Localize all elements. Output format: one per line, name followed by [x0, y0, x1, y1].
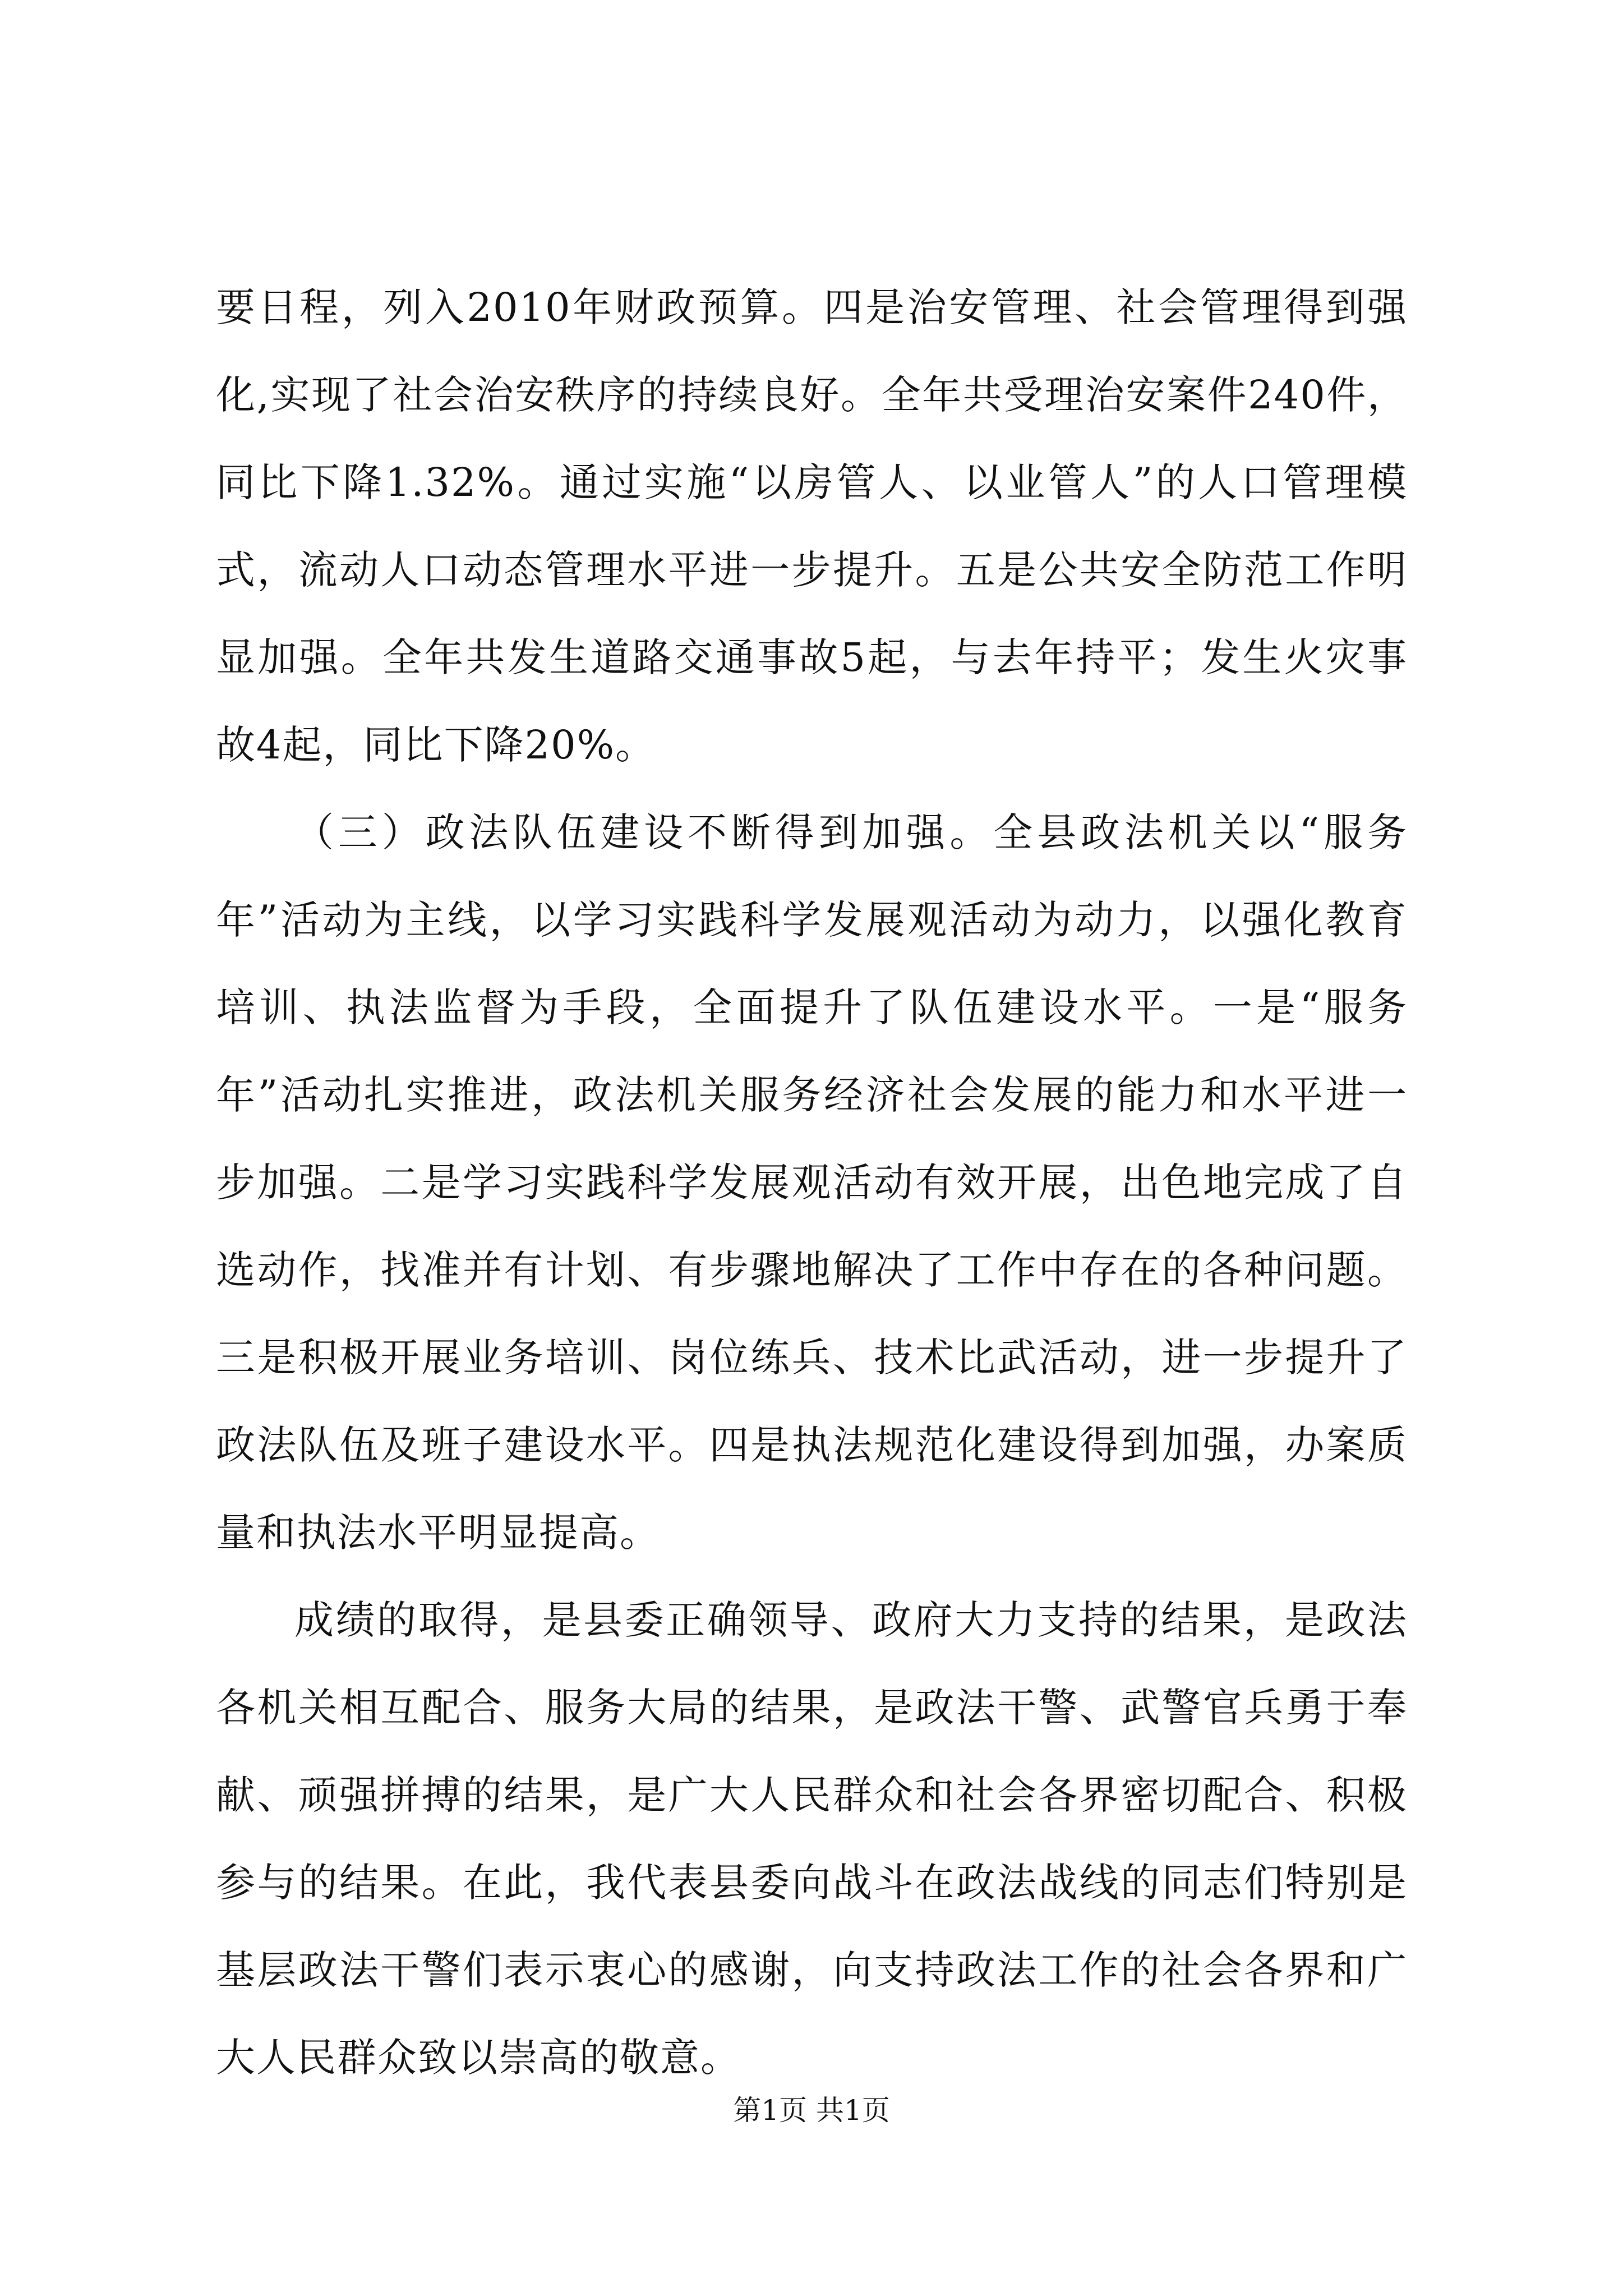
document-body	[216, 264, 1408, 2101]
paragraph-team-building: （三）政法队伍建设不断得到加强。全县政法机关以“服务年”活动为主线，以学习实践科学发展观活动为动力，以强化教育培训、执法监督为手段，全面提升了队伍建设水平。一是“服务年”活动扎实推进，政法机关服务经济社会发展的能力和水平进一步加强。二是学习实践科学发展观活动有效开展，出色地完成了自选动作，找准并有计划、有步骤地解决了工作中存在的各种问题。三是积极开展业务培训、岗位练兵、技术比武活动，进一步提升了政法队伍及班子建设水平。四是执法规范化建设得到加强，办案质量和执法水平明显提高。	[216, 809, 1408, 1556]
paragraph-achievements-thanks: 成绩的取得，是县委正确领导、政府大力支持的结果，是政法各机关相互配合、服务大局的结果，是政法干警、武警官兵勇于奉献、顽强拼搏的结果，是广大人民群众和社会各界密切配合、积极参与的结果。在此，我代表县委向战斗在政法战线的同志们特别是基层政法干警们表示衷心的感谢，向支持政法工作的社会各界和广大人民群众致以崇高的敬意。	[216, 1597, 1408, 2081]
page-number-footer: 第1页 共1页	[733, 2094, 890, 2127]
paragraph-public-security: 要日程，列入2010年财政预算。四是治安管理、社会管理得到强化,实现了社会治安秩序的持续良好。全年共受理治安案件240件，同比下降1.32%。通过实施“以房管人、以业管人”的人口管理模式，流动人口动态管理水平进一步提升。五是公共安全防范工作明显加强。全年共发生道路交通事故5起，与去年持平；发生火灾事故4起，同比下降20%。	[216, 284, 1408, 768]
